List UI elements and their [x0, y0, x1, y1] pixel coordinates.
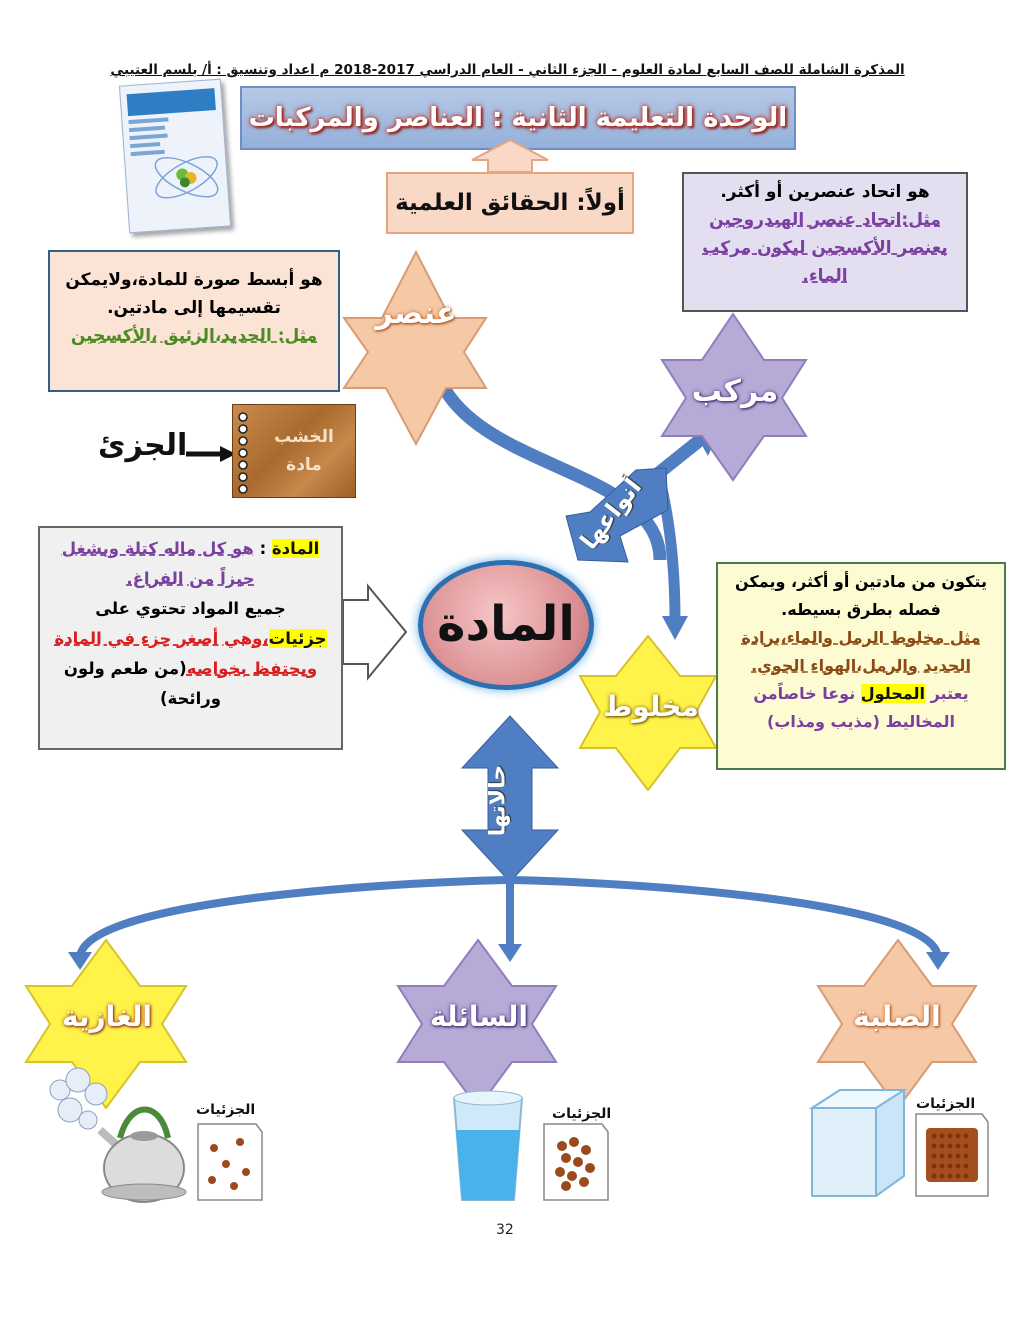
wood-line2: مادة: [286, 455, 322, 475]
mixture-note-solution: المحلول: [860, 684, 925, 703]
matter-term: المادة: [271, 539, 320, 558]
matter-definition-box: [38, 526, 343, 750]
element-example: مثل: الحديد،الزئبق ،الأكسجين: [70, 326, 318, 346]
compound-star-label: مركب: [691, 374, 779, 409]
compound-definition-box: [682, 172, 968, 312]
compound-definition: هو اتحاد عنصرين أو أكثر.: [720, 182, 930, 202]
mixture-note-post: نوعا خاصاًمن المخاليط (مذيب ومذاب): [753, 684, 955, 731]
compound-example: مثل:اتحاد عنصر الهيدروجين بعنصر الأكسجين ليكون مركب الماء.: [702, 210, 948, 286]
states-label: حالاتها: [485, 764, 511, 837]
subtitle: أولاً: الحقائق العلمية: [395, 190, 625, 216]
gas-molecules-card: [198, 1124, 262, 1200]
subtitle-box: [386, 172, 634, 234]
mixture-star-label: مخلوط: [603, 690, 699, 723]
wood-block: [232, 404, 356, 498]
matter-center-node: [418, 560, 594, 690]
matter-arrow: [343, 586, 406, 678]
solid-star-label: الصلبة: [853, 1000, 941, 1033]
ice-cube-image: [812, 1090, 904, 1196]
page-number: 32: [496, 1222, 514, 1238]
molecule-label: الجزئ: [98, 428, 188, 463]
element-star-label: عنصر: [375, 296, 457, 331]
solid-molecules-label: الجزئيات: [916, 1096, 976, 1112]
page-header: المذكرة الشاملة للصف السابع لمادة العلوم - الجزء الثاني - العام الدراسي 2017-2018 م اعداد وتنسيق : أ/ بلسم العتيبي: [110, 62, 905, 78]
matter-props: (من طعم ولون ورائحة): [63, 659, 222, 708]
wood-line1: الخشب: [274, 427, 334, 447]
matter-sep: :: [259, 539, 267, 558]
up-arrow: [472, 140, 548, 172]
matter-center-label: المادة: [437, 596, 575, 652]
mixture-definition: يتكون من مادتين أو أكثر، ويمكن فصله بطرق بسيطه.: [735, 572, 987, 619]
gas-star-label: الغازية: [61, 1000, 153, 1033]
solid-molecules-card: [916, 1114, 988, 1196]
mixture-definition-box: [716, 562, 1006, 770]
water-glass-image: [454, 1091, 522, 1200]
types-label: أنواعها: [574, 473, 648, 555]
element-definition: هو أبسط صورة للمادة،ولايمكن تقسيمها إلى مادتين.: [65, 270, 323, 318]
mixture-note-pre: يعتبر: [930, 684, 969, 703]
liquid-star-label: السائلة: [429, 1000, 529, 1033]
liquid-molecules-label: الجزئيات: [552, 1106, 612, 1122]
matter-smallest: ،وهي أصغر جزء في المادة ويحتفظ بخواصه: [54, 629, 318, 678]
gas-molecules-label: الجزئيات: [196, 1102, 256, 1118]
liquid-molecules-card: [544, 1124, 608, 1200]
matter-line2: جميع المواد تحتوي على: [95, 599, 286, 618]
wood-label: [253, 423, 355, 479]
arrow-to-element: [440, 380, 660, 560]
matter-particles: جزئيات: [268, 629, 327, 648]
element-definition-box: [48, 250, 340, 392]
unit-title: الوحدة التعليمة الثانية : العناصر والمركبات: [248, 103, 788, 133]
mixture-example: مثل مخلوط الرمل والماء،برادة الحديد والرمل،الهواء الجوي.: [741, 628, 981, 675]
matter-definition: هو كل ماله كتلة ويشغل حيزاً من الفراغ.: [61, 539, 255, 588]
